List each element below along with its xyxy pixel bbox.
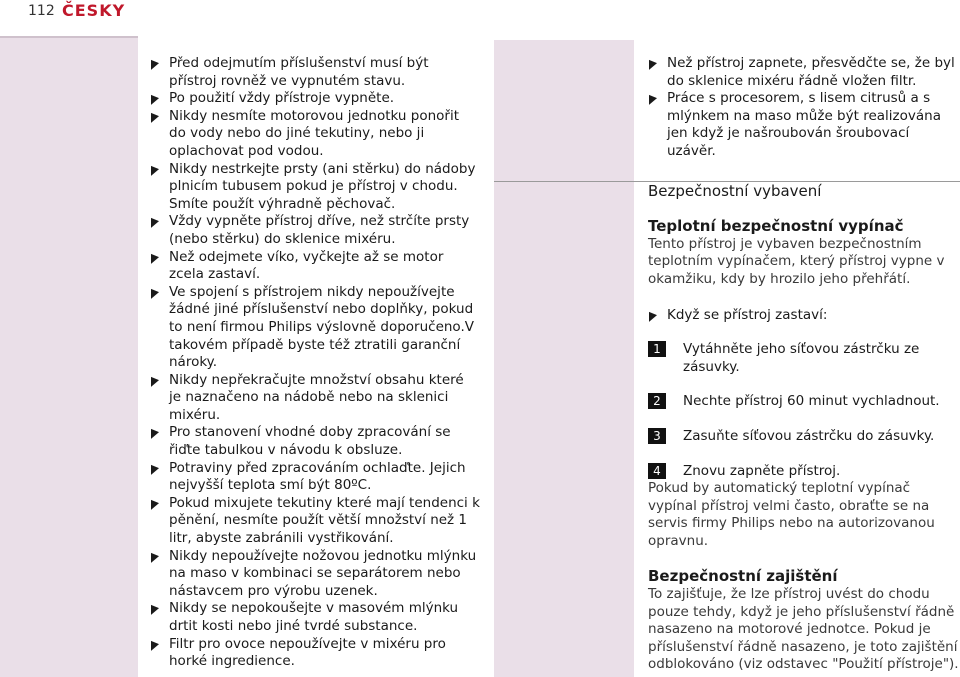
list-item: Když se přístroj zastaví:: [648, 307, 960, 325]
list-item: Pokud mixujete tekutiny které mají tendenci k pěnění, nesmíte použít větší množství než 1 litr, abyste zabránili vystřikování.: [150, 495, 480, 548]
section-title: ČESKY: [62, 1, 126, 20]
thermal-cutout-heading: Teplotní bezpečnostní vypínač: [648, 217, 904, 236]
list-item: Filtr pro ovoce nepoužívejte v mixéru pro horké ingredience.: [150, 636, 480, 671]
step-number: 4: [648, 463, 666, 479]
step-text: Zasuňte síťovou zástrčku do zásuvky.: [683, 427, 935, 444]
safety-lock-text: To zajišťuje, že lze přístroj uvést do chodu pouze tehdy, když je jeho příslušenství řádně nasazeno na motorové jednotce. Pokud je příslušenství řádně nasazeno, je toto zajištění odblokováno (viz odstavec "Použití přístroje").: [648, 586, 959, 673]
list-item: Pro stanovení vhodné doby zpracování se řiďte tabulkou v návodu k obsluze.: [150, 424, 480, 459]
left-margin-band: [0, 38, 138, 677]
step-number: 2: [648, 393, 666, 409]
step-text: Znovu zapněte přístroj.: [683, 462, 841, 479]
step-number: 1: [648, 341, 666, 357]
list-item: Nikdy nepoužívejte nožovou jednotku mlýnku na maso v kombinaci se separátorem nebo nástavcem pro výrobu uzenek.: [150, 548, 480, 601]
list-item: Nikdy se nepokoušejte v masovém mlýnku drtit kosti nebo jiné tvrdé substance.: [150, 600, 480, 635]
step-item: [648, 463, 960, 481]
safety-heading: Bezpečnostní vybavení: [648, 181, 822, 200]
page-number: 112: [28, 3, 55, 19]
middle-margin-band: [494, 40, 634, 677]
list-item: Po použití vždy přístroje vypněte.: [150, 90, 480, 108]
thermal-cutout-text: Tento přístroj je vybaven bezpečnostním teplotním vypínačem, který přístroj vypne v okamžiku, kdy by hrozilo jeho přehřátí.: [648, 235, 945, 287]
after-steps-text: Pokud by automatický teplotní vypínač vypínal přístroj velmi často, obraťte se na servis firmy Philips nebo na autorizovanou opravnu.: [648, 480, 935, 549]
header-rule: [0, 36, 138, 38]
list-item: Nikdy nestrkejte prsty (ani stěrku) do nádoby plnicím tubusem pokud je přístroj v chodu. Smíte použít výhradně pěchovač.: [150, 161, 480, 214]
step-text: Vytáhněte jeho síťovou zástrčku ze zásuvky.: [683, 341, 920, 375]
list-item: Vždy vypněte přístroj dříve, než strčíte prsty (nebo stěrku) do sklenice mixéru.: [150, 213, 480, 248]
step-item: [648, 341, 960, 376]
left-column: [150, 55, 480, 671]
list-item: Než odejmete víko, vyčkejte až se motor zcela zastaví.: [150, 249, 480, 284]
safety-lock-heading: Bezpečnostní zajištění: [648, 567, 838, 586]
step-item: [648, 428, 960, 446]
right-column: [648, 55, 960, 674]
list-item: Práce s procesorem, s lisem citrusů a s mlýnkem na maso může být realizována jen když je našroubován šroubovací uzávěr.: [648, 90, 960, 160]
list-item: Nikdy nepřekračujte množství obsahu které je naznačeno na nádobě nebo na sklenici mixéru.: [150, 372, 480, 425]
list-item: Než přístroj zapnete, přesvědčte se, že byl do sklenice mixéru řádně vložen filtr.: [648, 55, 960, 90]
list-item: Potraviny před zpracováním ochlaďte. Jejich nejvyšší teplota smí být 80ºC.: [150, 460, 480, 495]
step-number: 3: [648, 428, 666, 444]
step-text: Nechte přístroj 60 minut vychladnout.: [683, 393, 940, 410]
step-item: [648, 393, 960, 411]
list-item: Před odejmutím příslušenství musí být přístroj rovněž ve vypnutém stavu.: [150, 55, 480, 90]
list-item: Nikdy nesmíte motorovou jednotku ponořit do vody nebo do jiné tekutiny, nebo ji oplachovat pod vodou.: [150, 108, 480, 161]
list-item: Ve spojení s přístrojem nikdy nepoužívejte žádné jiné příslušenství nebo doplňky, pokud to není firmou Philips výslovně doporučeno.V takovém případě byste též ztratili garanční nároky.: [150, 284, 480, 372]
